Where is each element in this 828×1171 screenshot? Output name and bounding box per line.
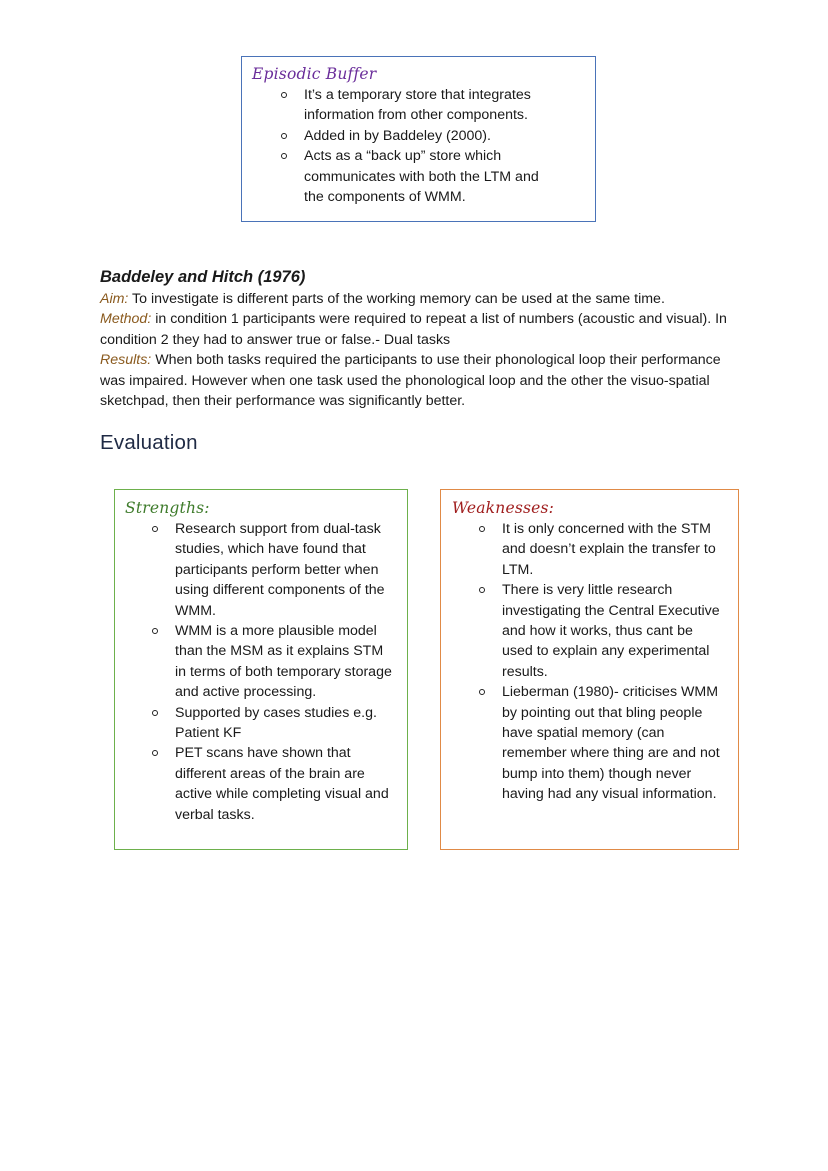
- list-item: [150, 519, 395, 621]
- list-item: [279, 85, 559, 126]
- strengths-box: [114, 489, 408, 850]
- list-item: [150, 621, 395, 703]
- list-item: [279, 126, 559, 146]
- study-results: [100, 350, 740, 411]
- list-item: [477, 682, 727, 804]
- study-method: [100, 309, 740, 350]
- list-item: [477, 519, 727, 580]
- bullet-icon: [479, 526, 485, 532]
- list-item-text: Supported by cases studies e.g. Patient KF: [175, 704, 377, 742]
- strengths-title: Strengths:: [125, 499, 210, 517]
- bullet-icon: [281, 133, 287, 139]
- weaknesses-title: Weaknesses:: [452, 499, 555, 517]
- results-text: When both tasks required the participants to use their phonological loop their performance was impaired. However when one task used the phonological loop and the other the visuo-spatial sketchpad, then their performance was significantly better.: [100, 352, 721, 410]
- weaknesses-box: [440, 489, 739, 850]
- results-label: Results:: [100, 352, 152, 369]
- episodic-buffer-title: Episodic Buffer: [252, 65, 377, 83]
- list-item-text: Lieberman (1980)- criticises WMM by pointing out that bling people have spatial memory (can remember where thing are and not bump into them) though never having had any visual information.: [502, 684, 720, 803]
- list-item-text: It’s a temporary store that integrates information from other components.: [304, 87, 531, 124]
- list-item: [150, 703, 395, 744]
- bullet-icon: [152, 750, 158, 756]
- list-item: [150, 743, 395, 825]
- list-item-text: WMM is a more plausible model than the MSM as it explains STM in terms of both temporary storage and active processing.: [175, 623, 392, 701]
- aim-text: To investigate is different parts of the working memory can be used at the same time.: [128, 291, 665, 307]
- study-title: Baddeley and Hitch (1976): [100, 268, 306, 286]
- list-item: [477, 580, 727, 682]
- episodic-buffer-list: [279, 85, 559, 207]
- list-item-text: PET scans have shown that different areas of the brain are active while completing visual and verbal tasks.: [175, 745, 389, 823]
- episodic-buffer-box: [241, 56, 596, 222]
- weaknesses-list: [477, 519, 727, 805]
- aim-label: Aim:: [100, 291, 129, 307]
- bullet-icon: [281, 153, 287, 159]
- list-item-text: Acts as a “back up” store which communicates with both the LTM and the components of WMM.: [304, 148, 539, 206]
- bullet-icon: [479, 587, 485, 593]
- list-item: [279, 146, 559, 207]
- study-section: [100, 266, 740, 411]
- list-item-text: It is only concerned with the STM and doesn’t explain the transfer to LTM.: [502, 521, 716, 578]
- bullet-icon: [479, 689, 485, 695]
- bullet-icon: [152, 628, 158, 634]
- bullet-icon: [281, 92, 287, 98]
- evaluation-heading: Evaluation: [100, 431, 198, 454]
- list-item-text: Research support from dual-task studies, which have found that participants perform better when using different components of the WMM.: [175, 521, 385, 619]
- list-item-text: There is very little research investigating the Central Executive and how it works, thus cant be used to explain any experimental results.: [502, 582, 720, 680]
- study-aim: [100, 289, 740, 309]
- strengths-list: [150, 519, 395, 825]
- bullet-icon: [152, 710, 158, 716]
- method-text: in condition 1 participants were required to repeat a list of numbers (acoustic and visual). In condition 2 they had to answer true or false.- Dual tasks: [100, 311, 727, 348]
- list-item-text: Added in by Baddeley (2000).: [304, 127, 491, 144]
- method-label: Method:: [100, 311, 152, 328]
- bullet-icon: [152, 526, 158, 532]
